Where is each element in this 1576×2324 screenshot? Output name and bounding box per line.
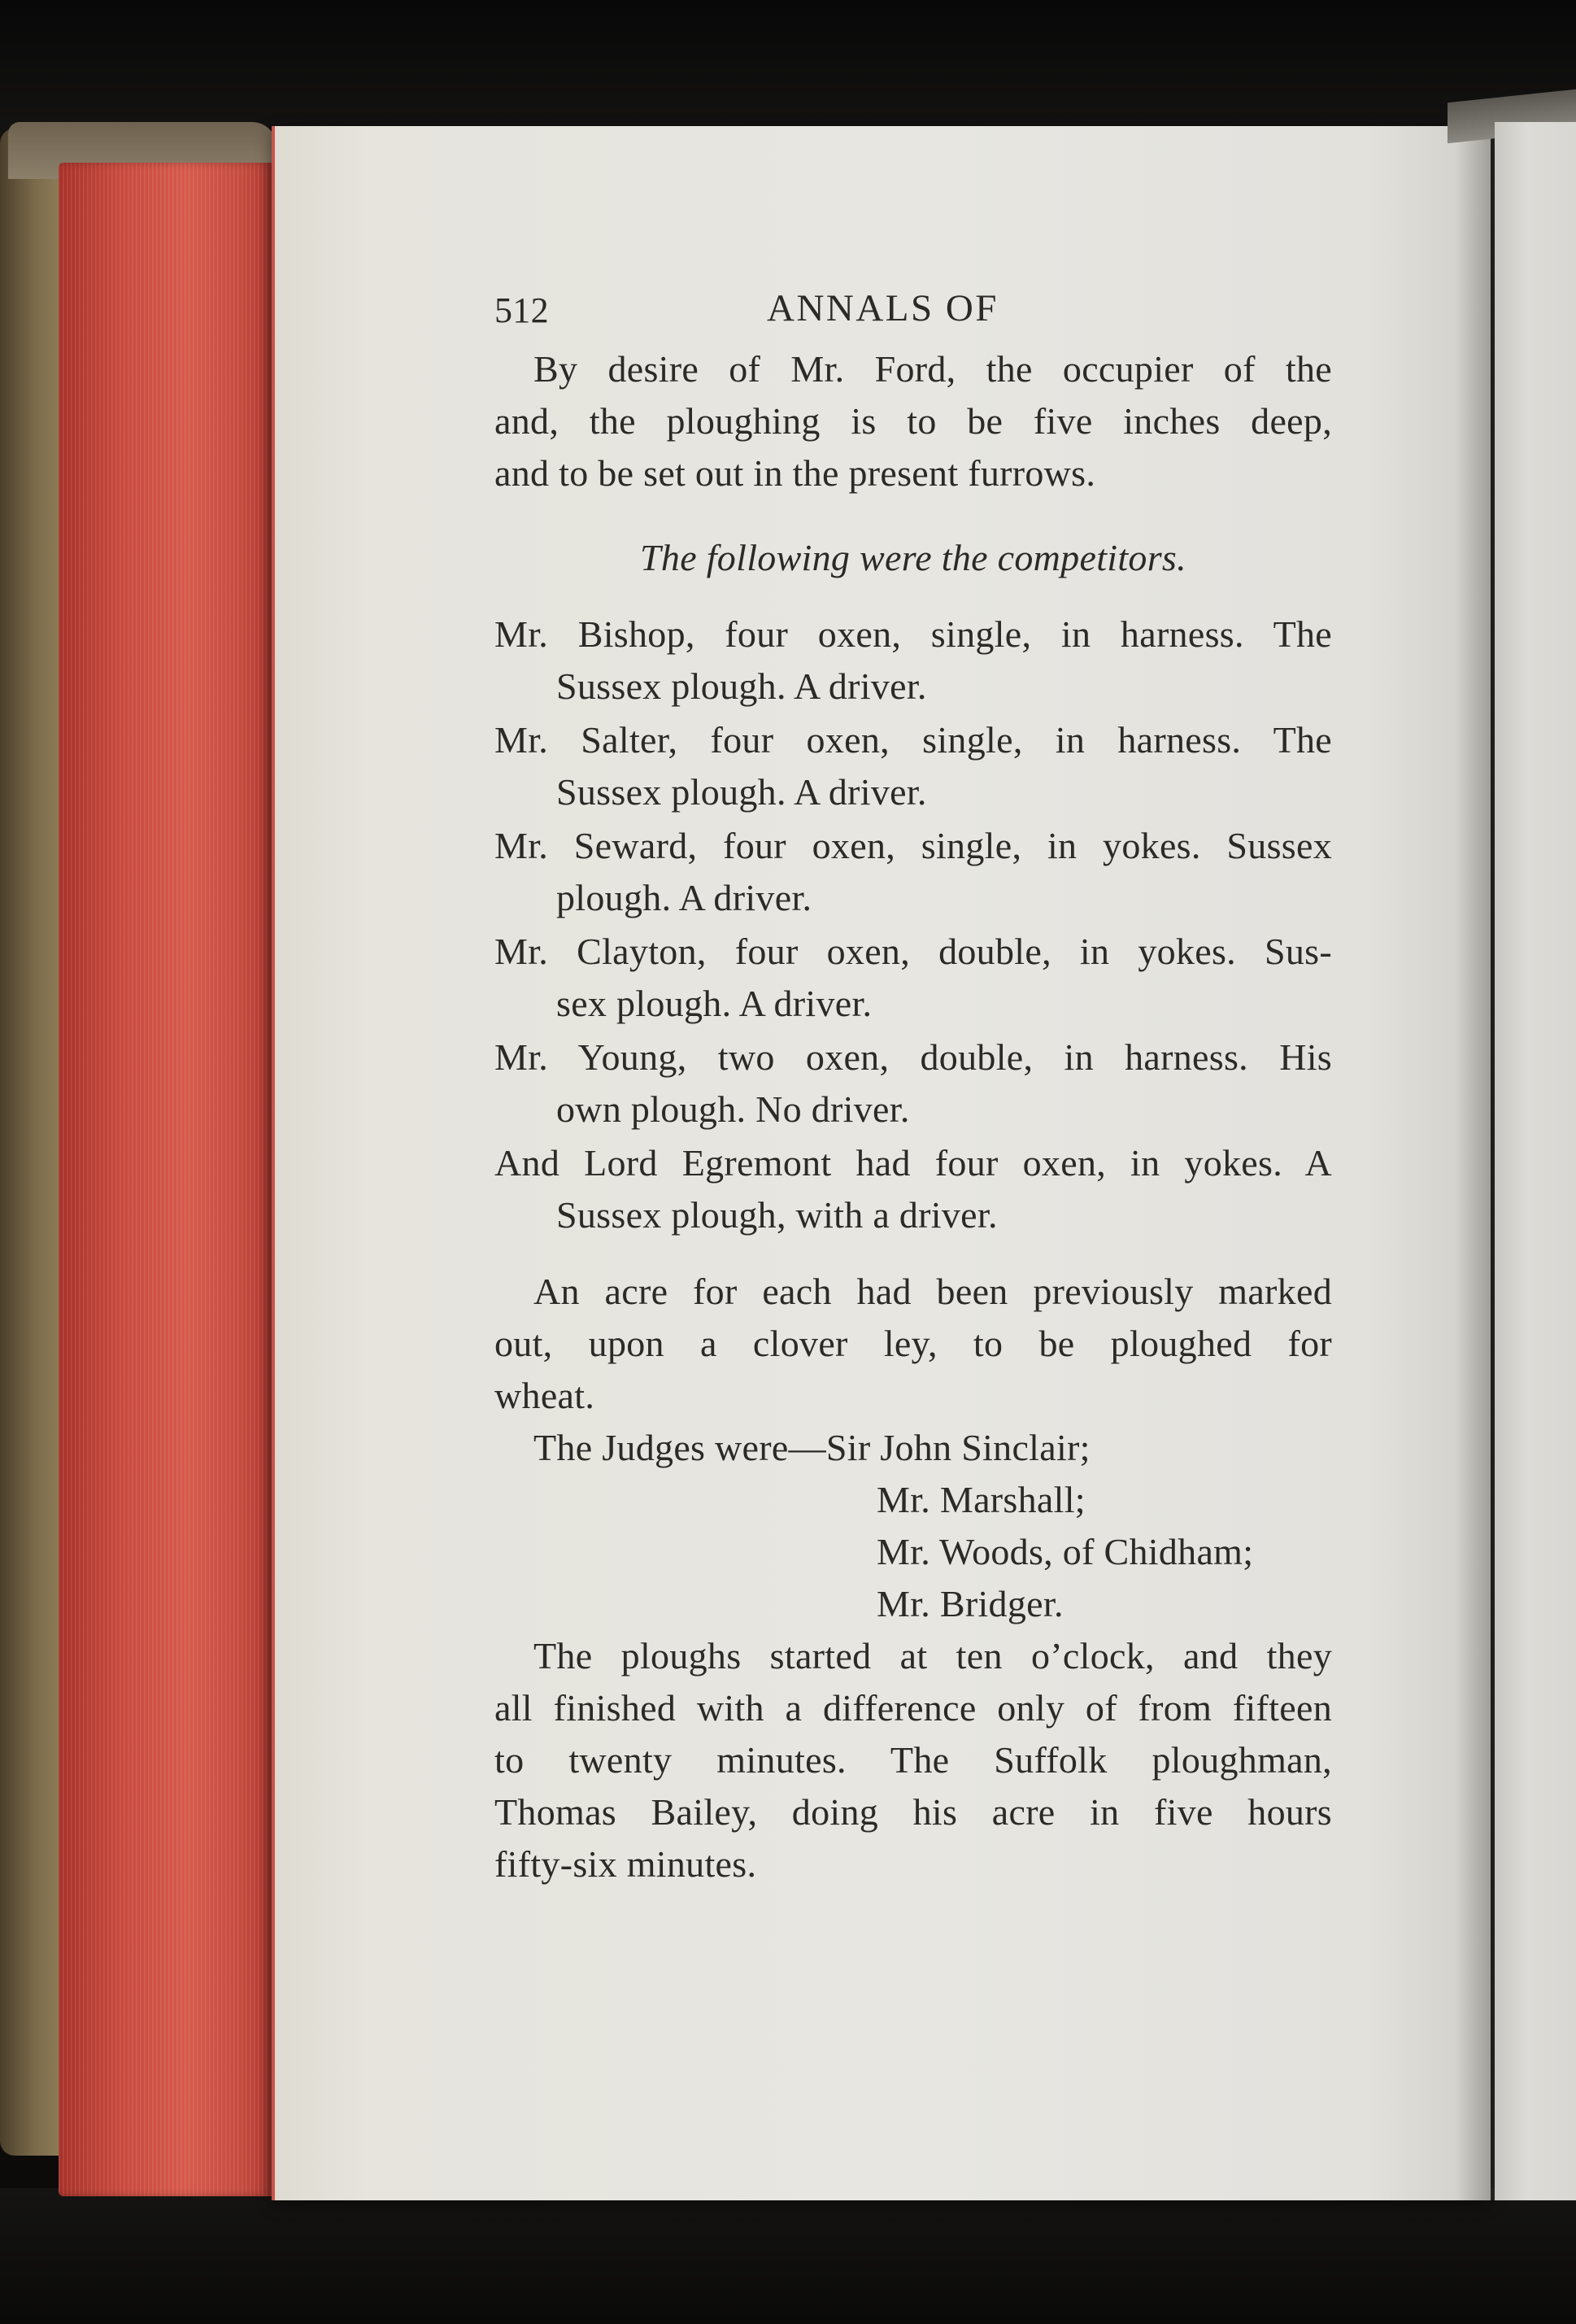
text-line: Sussex plough, with a driver.: [556, 1194, 998, 1236]
running-title: ANNALS OF: [767, 287, 999, 329]
text-line: Sussex plough. A driver.: [556, 771, 927, 813]
competitor-entry: [494, 608, 1332, 713]
text-line: Sussex plough. A driver.: [556, 665, 927, 707]
running-head: [494, 286, 1332, 335]
competitor-entry: [494, 820, 1332, 924]
text-line: Thomas Bailey, doing his acre in five hours: [494, 1791, 1332, 1833]
judge-name: Mr. Bridger.: [877, 1583, 1064, 1624]
text-line: and to be set out in the present furrows.: [494, 452, 1096, 494]
text-line: Mr. Bishop, four oxen, single, in harness. The: [494, 613, 1332, 655]
subheading: The following were the competitors.: [640, 537, 1186, 578]
text-line: out, upon a clover ley, to be ploughed for: [494, 1323, 1332, 1364]
text-line: own plough. No driver.: [556, 1088, 910, 1130]
text-line: sex plough. A driver.: [556, 983, 873, 1024]
closing-paragraph: [494, 1630, 1332, 1890]
competitor-entry: [494, 714, 1332, 818]
text-line: By desire of Mr. Ford, the occupier of the: [533, 348, 1332, 390]
judge-name: Mr. Woods, of Chidham;: [877, 1531, 1254, 1572]
text-line: wheat.: [494, 1375, 595, 1416]
competitor-entry: [494, 1031, 1332, 1136]
background-bottom: [0, 2188, 1576, 2324]
text-line: Mr. Young, two oxen, double, in harness. His: [494, 1036, 1332, 1078]
text-line: Mr. Seward, four oxen, single, in yokes. Sussex: [494, 825, 1332, 866]
text-line: Mr. Clayton, four oxen, double, in yokes. Sus-: [494, 931, 1332, 972]
text-line: all finished with a difference only of from fifteen: [494, 1687, 1332, 1729]
competitor-entry: [494, 1137, 1332, 1241]
text-line: and, the ploughing is to be five inches deep,: [494, 400, 1332, 442]
acre-paragraph: [494, 1266, 1332, 1422]
text-line: The ploughs started at ten o’clock, and they: [533, 1635, 1332, 1677]
background-top: [0, 0, 1576, 138]
text-line: plough. A driver.: [556, 877, 812, 918]
page-number: 512: [494, 290, 549, 330]
competitor-entry: [494, 926, 1332, 1030]
text-line: An acre for each had been previously marked: [533, 1271, 1332, 1312]
text-line: fifty-six minutes.: [494, 1843, 757, 1885]
text-line: And Lord Egremont had four oxen, in yokes. A: [494, 1142, 1332, 1184]
red-page-edges: [59, 163, 272, 2196]
text-line: Mr. Salter, four oxen, single, in harness. The: [494, 719, 1332, 761]
page-text: [494, 286, 1332, 1890]
judges-list: [494, 1422, 1332, 1630]
opening-paragraph: [494, 343, 1332, 499]
facing-page: [1495, 122, 1576, 2200]
spacer: [494, 1243, 1332, 1266]
text-line: to twenty minutes. The Suffolk ploughman,: [494, 1739, 1332, 1781]
competitor-list: [494, 608, 1332, 1241]
judges-intro: The Judges were—Sir John Sinclair;: [533, 1427, 1091, 1468]
judge-name: Mr. Marshall;: [877, 1479, 1086, 1520]
